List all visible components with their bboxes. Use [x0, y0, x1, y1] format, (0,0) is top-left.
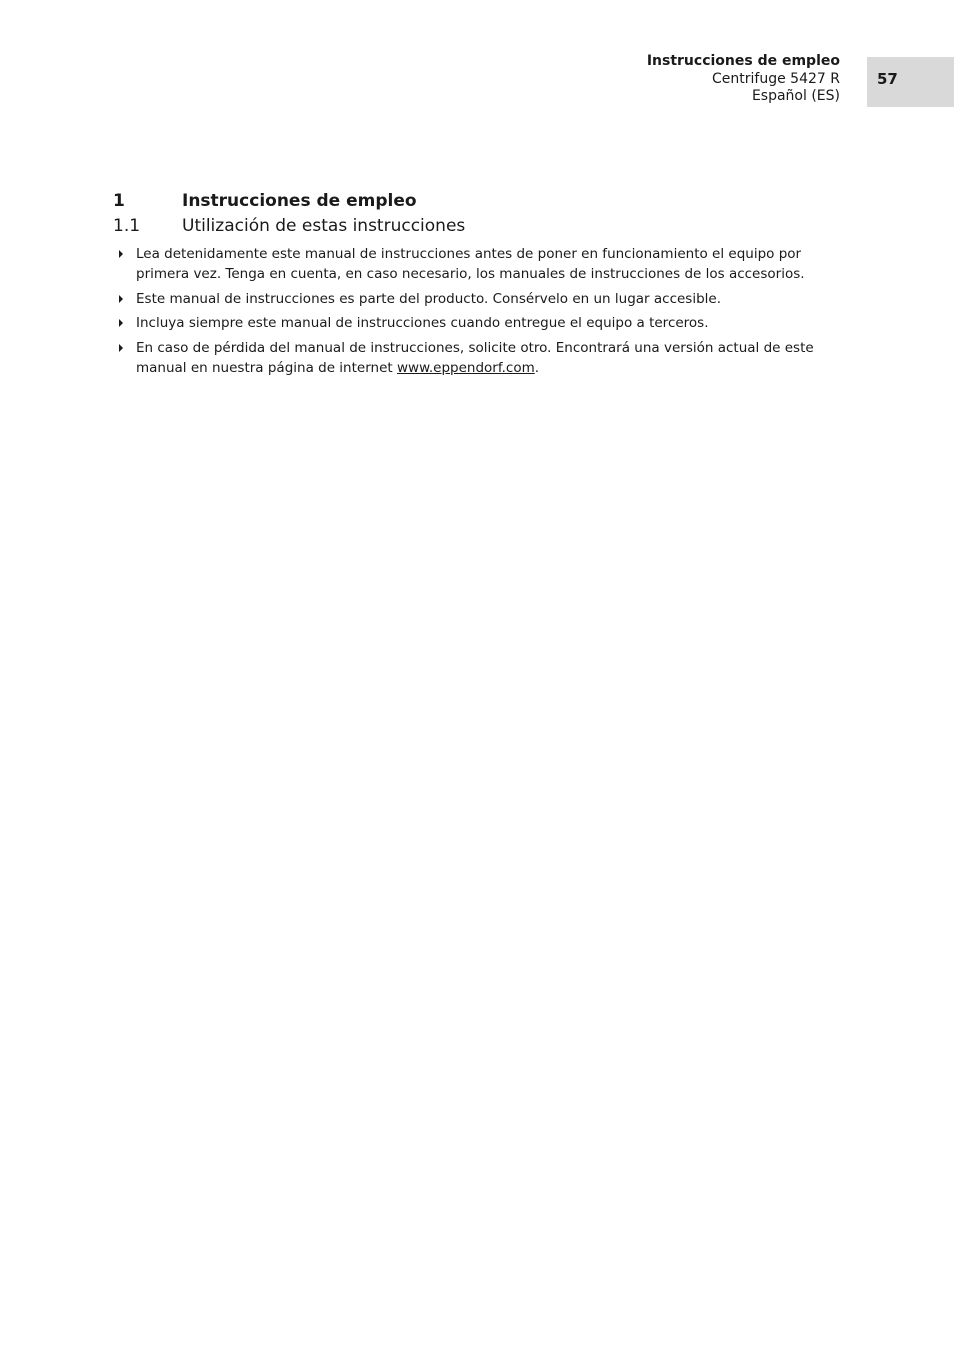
- list-item-text: Este manual de instrucciones es parte del producto. Consérvelo en un lugar accesible.: [136, 290, 722, 307]
- section-heading: [113, 191, 417, 211]
- page-number-tab: [867, 57, 954, 107]
- list-item: [113, 338, 843, 378]
- instruction-list: [113, 244, 843, 382]
- section-title: Instrucciones de empleo: [182, 191, 417, 211]
- subsection-number: 1.1: [113, 216, 141, 236]
- list-item-suffix: .: [534, 359, 540, 376]
- list-item: [113, 313, 843, 333]
- list-item-text: Lea detenidamente este manual de instrucciones antes de poner en funcionamiento el equipo por primera vez. Tenga en cuenta, en caso necesario, los manuales de instrucciones de los accesorios.: [136, 246, 805, 282]
- header-product: Centrifuge 5427 R: [712, 70, 840, 87]
- list-item: [113, 244, 843, 284]
- triangle-bullet-icon: [113, 289, 129, 309]
- subsection-title: Utilización de estas instrucciones: [182, 216, 466, 236]
- list-item-text: En caso de pérdida del manual de instrucciones, solicite otro. Encontrará una versión actual de este manual en nuestra página de internet: [136, 339, 814, 376]
- triangle-bullet-icon: [113, 313, 129, 333]
- subsection-heading: [113, 216, 465, 236]
- triangle-bullet-icon: [113, 244, 129, 264]
- page-number: 57: [877, 70, 898, 88]
- section-number: 1: [113, 191, 125, 211]
- list-item: [113, 289, 843, 309]
- header-language: Español (ES): [751, 88, 840, 104]
- website-link[interactable]: www.eppendorf.com: [396, 359, 535, 376]
- page-header: [647, 53, 840, 106]
- list-item-text: Incluya siempre este manual de instrucciones cuando entregue el equipo a terceros.: [136, 315, 709, 331]
- header-title: Instrucciones de empleo: [646, 53, 840, 69]
- triangle-bullet-icon: [113, 338, 129, 358]
